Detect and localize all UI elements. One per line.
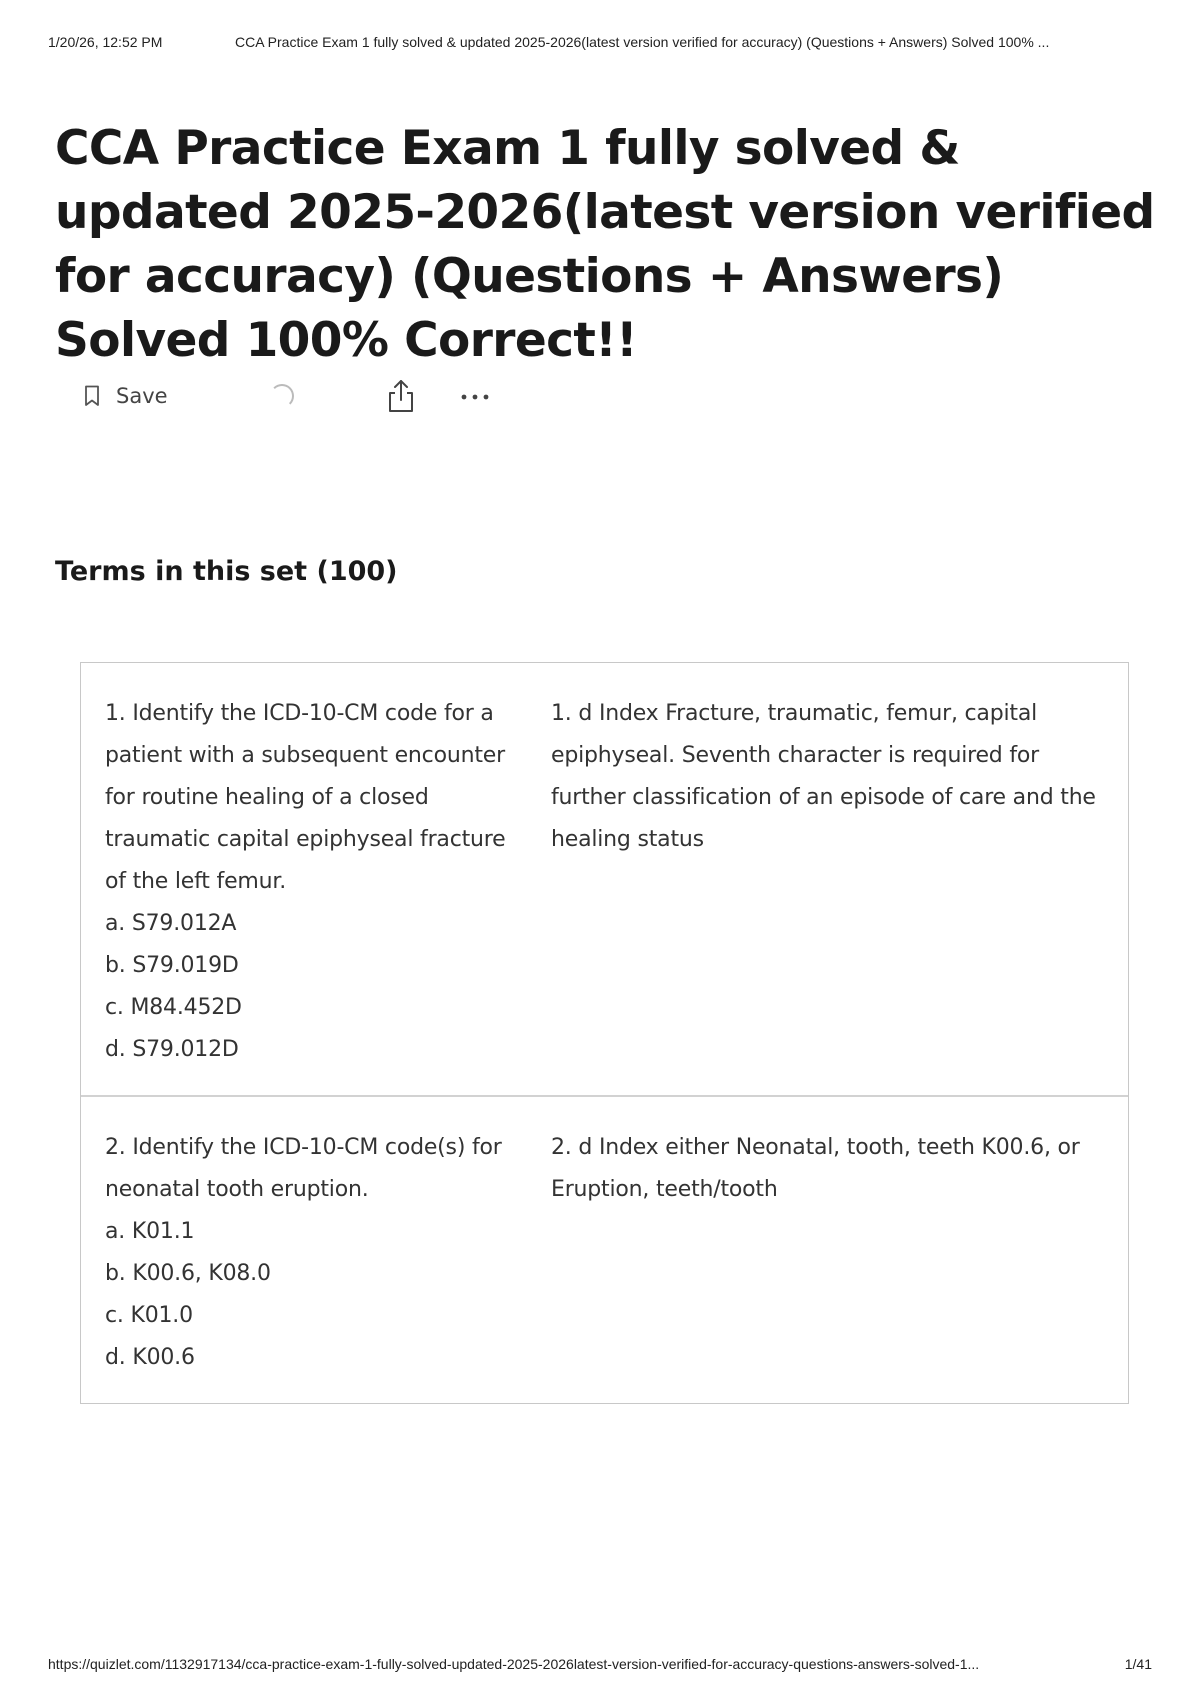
term-question [105,693,551,1071]
option: a. K01.1 [105,1219,195,1244]
page-number: 1/41 [1124,1656,1152,1672]
bookmark-icon [84,385,100,407]
term-row[interactable] [81,663,1128,1097]
loading-spinner [270,384,294,408]
term-answer [551,1127,1104,1379]
option: b. K00.6, K08.0 [105,1261,271,1286]
section-heading: Terms in this set (100) [55,556,398,587]
terms-list [80,662,1129,1404]
print-footer [48,1656,1152,1672]
save-button-label: Save [116,384,168,408]
option: b. S79.019D [105,953,239,978]
option: c. M84.452D [105,995,242,1020]
page-title: CCA Practice Exam 1 fully solved & updated 2025-2026(latest version verified for accuracy) (Questions + Answers) Solved 100% Correct!! [55,121,1155,368]
answer-text: 2. d Index either Neonatal, tooth, teeth K00.6, or Eruption, teeth/tooth [551,1135,1080,1202]
answer-options [105,903,533,1071]
toolbar [84,378,504,414]
question-text: 1. Identify the ICD-10-CM code for a patient with a subsequent encounter for routine healing of a closed traumatic capital epiphyseal fracture of the left femur. [105,701,506,894]
print-doc-title: CCA Practice Exam 1 fully solved & updated 2025-2026(latest version verified for accuracy) (Questions + Answers) Solved 100% ... [235,34,1050,50]
term-row[interactable] [81,1097,1128,1403]
term-question [105,1127,551,1379]
question-text: 2. Identify the ICD-10-CM code(s) for neonatal tooth eruption. [105,1135,502,1202]
answer-text: 1. d Index Fracture, traumatic, femur, capital epiphyseal. Seventh character is required for further classification of an episode of care and the healing status [551,701,1096,852]
more-icon[interactable] [458,382,492,412]
page-url: https://quizlet.com/1132917134/cca-practice-exam-1-fully-solved-updated-2025-2026latest-version-verified-for-accuracy-questions-answers-solved-1... [48,1656,980,1672]
term-answer [551,693,1104,1071]
option: d. S79.012D [105,1037,239,1062]
option: d. K00.6 [105,1345,195,1370]
save-button[interactable] [84,378,168,414]
option: c. K01.0 [105,1303,193,1328]
share-icon[interactable] [386,378,416,414]
print-date: 1/20/26, 12:52 PM [48,34,163,50]
print-header [48,34,1152,50]
option: a. S79.012A [105,911,237,936]
answer-options [105,1211,533,1379]
